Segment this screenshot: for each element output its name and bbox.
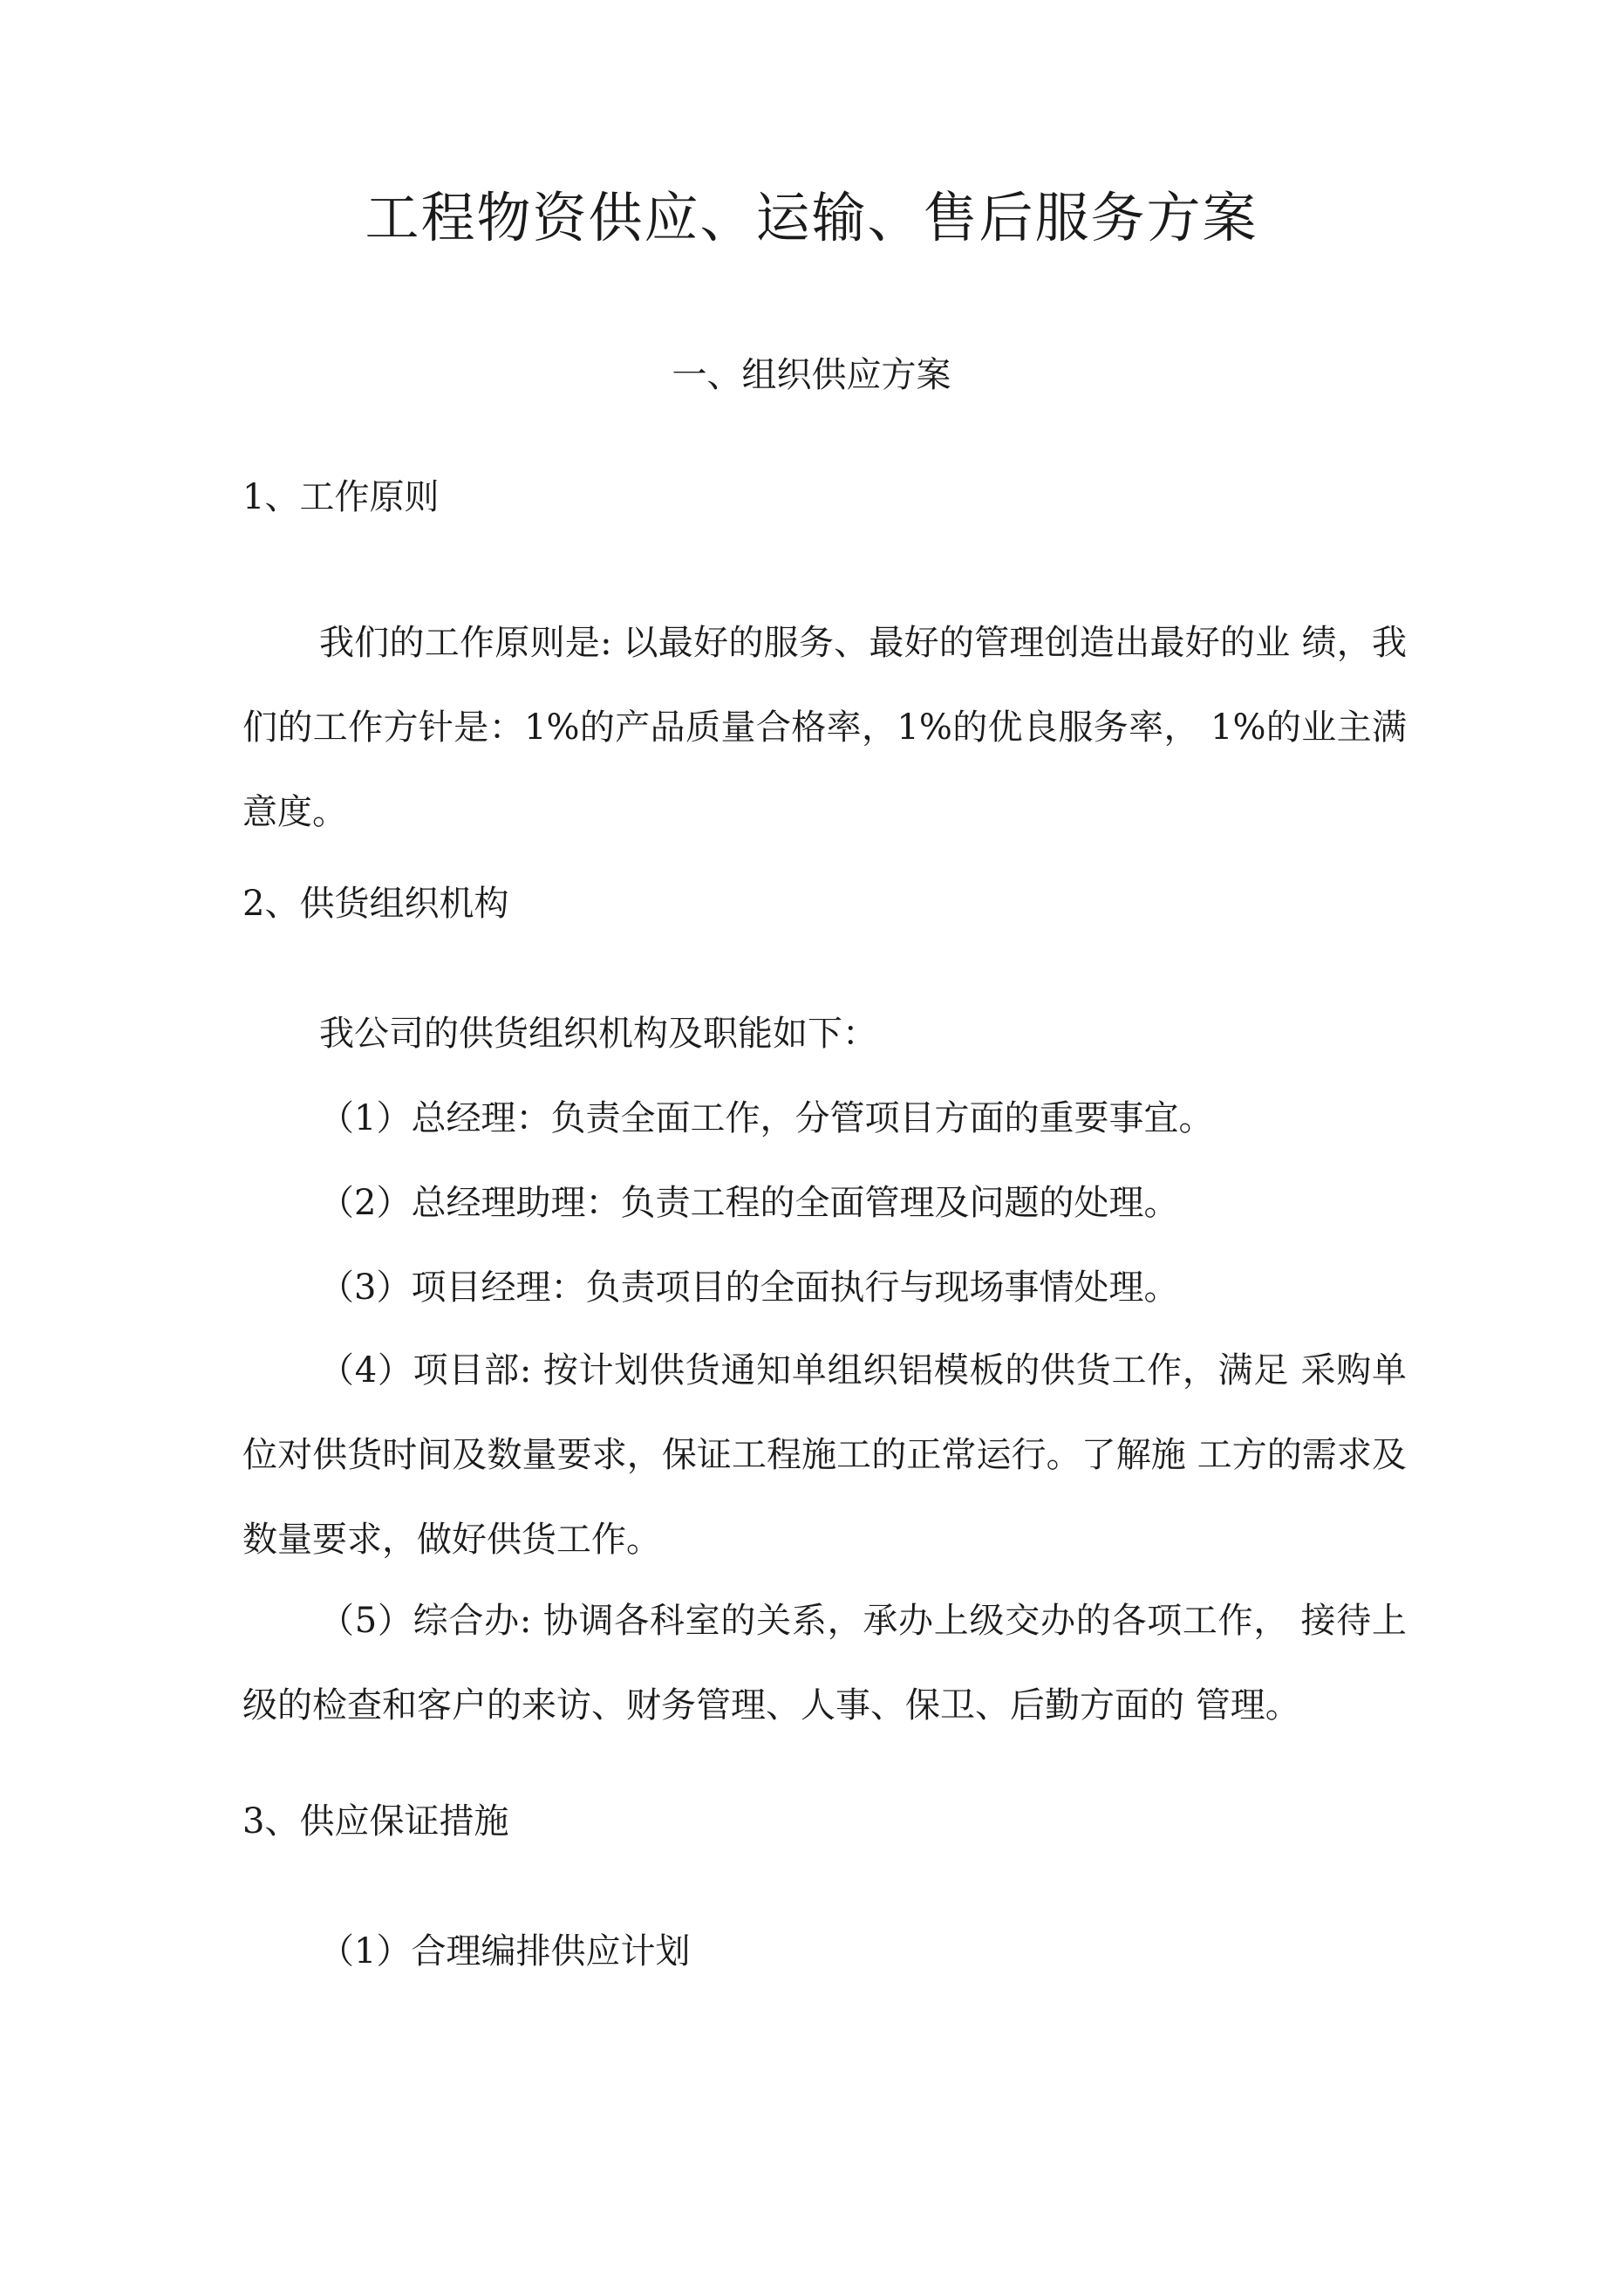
paragraph-organization-intro: 我公司的供货组织机构及职能如下： [319,1014,877,1054]
heading-supply-organization: 2、供货组织机构 [242,884,509,924]
list-item: （4）项目部: 按计划供货通知单组织铝模板的供货工作，满足 采购单位对供货时间及数量要求，保证工程施工的正常运行。了解施 工方的需求及数量要求，做好供货工作。 [242,1350,1407,1560]
heading-work-principles: 1、工作原则 [242,477,440,517]
list-item: （3）项目经理：负责项目的全面执行与现场事情处理。 [319,1268,1179,1308]
paragraph-work-principles: 我们的工作原则是: 以最好的服务、最好的管理创造出最好的业 绩，我们的工作方针是：1%的产品质量合格率，1%的优良服务率， 1%的业主满意度。 [242,623,1407,832]
section-title: 一、组织供应方案 [672,355,951,395]
document-title: 工程物资供应、运输、售后服务方案 [365,186,1258,249]
list-item: （1）合理编排供应计划 [319,1931,691,1971]
list-item: （2）总经理助理：负责工程的全面管理及问题的处理。 [319,1183,1179,1223]
list-item: （1）总经理：负责全面工作，分管项目方面的重要事宜。 [319,1098,1214,1138]
heading-supply-guarantee: 3、供应保证措施 [242,1801,509,1842]
list-item: （5）综合办: 协调各科室的关系，承办上级交办的各项工作， 接待上级的检查和客户的来访、财务管理、人事、保卫、后勤方面的 管理。 [242,1601,1407,1725]
